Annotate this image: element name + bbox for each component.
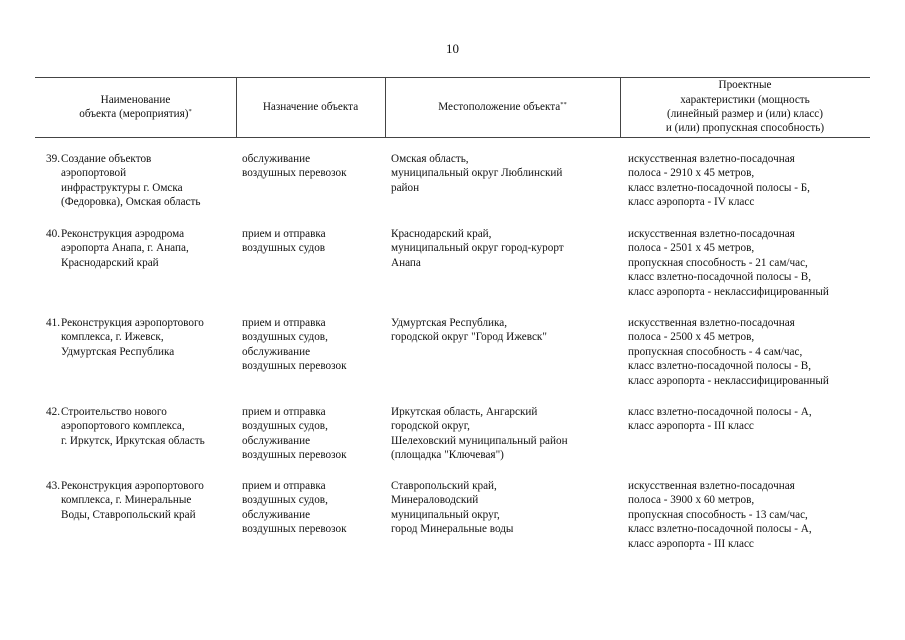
row-number: 41. bbox=[46, 317, 60, 329]
object-location: Краснодарский край, муниципальный округ город-курорт Анапа bbox=[391, 228, 564, 269]
header-location: Местоположение объекта** bbox=[438, 100, 567, 113]
row-number: 42. bbox=[46, 406, 60, 418]
header-name: Наименование объекта (мероприятия)* bbox=[79, 93, 192, 120]
page-number: 10 bbox=[446, 41, 459, 56]
object-name: Реконструкция аэродрома аэропорта Анапа, г. Анапа, Краснодарский край bbox=[61, 228, 189, 269]
row-number: 40. bbox=[46, 228, 60, 240]
object-name: Реконструкция аэропортового комплекса, г. Ижевск, Удмуртская Республика bbox=[61, 317, 204, 358]
object-location: Удмуртская Республика, городской округ "Город Ижевск" bbox=[391, 317, 547, 344]
header-purpose: Назначение объекта bbox=[262, 100, 359, 113]
object-purpose: обслуживание воздушных перевозок bbox=[242, 153, 347, 180]
object-purpose: прием и отправка воздушных судов bbox=[242, 228, 326, 255]
footnote-mark: * bbox=[188, 108, 192, 115]
object-purpose: прием и отправка воздушных судов, обслуживание воздушных перевозок bbox=[242, 480, 347, 536]
object-name: Строительство нового аэропортового комплекса, г. Иркутск, Иркутская область bbox=[61, 406, 205, 447]
object-location: Ставропольский край, Минераловодский муниципальный округ, город Минеральные воды bbox=[391, 480, 514, 536]
object-purpose: прием и отправка воздушных судов, обслуживание воздушных перевозок bbox=[242, 406, 347, 462]
row-number: 43. bbox=[46, 480, 60, 492]
object-specs: класс взлетно-посадочной полосы - А, класс аэропорта - III класс bbox=[628, 406, 812, 433]
object-name: Реконструкция аэропортового комплекса, г. Минеральные Воды, Ставропольский край bbox=[61, 480, 204, 521]
object-location: Иркутская область, Ангарский городской округ, Шелеховский муниципальный район (площадка "Ключевая") bbox=[391, 406, 568, 462]
object-specs: искусственная взлетно-посадочная полоса - 2501 х 45 метров, пропускная способность - 21 сам/час, класс взлетно-посадочной полосы - В, класс аэропорта - неклассифицированный bbox=[628, 228, 829, 298]
object-name: Создание объектов аэропортовой инфраструктуры г. Омска (Федоровка), Омская область bbox=[61, 153, 201, 209]
object-specs: искусственная взлетно-посадочная полоса - 2910 х 45 метров, класс взлетно-посадочной полосы - Б, класс аэропорта - IV класс bbox=[628, 153, 810, 209]
object-specs: искусственная взлетно-посадочная полоса - 3900 х 60 метров, пропускная способность - 13 сам/час, класс взлетно-посадочной полосы - А, класс аэропорта - III класс bbox=[628, 480, 812, 550]
object-purpose: прием и отправка воздушных судов, обслуживание воздушных перевозок bbox=[242, 317, 347, 373]
row-number: 39. bbox=[46, 153, 60, 165]
header-specs: Проектные характеристики (мощность (линейный размер и (или) класс) и (или) пропускная способность) bbox=[665, 79, 825, 135]
footnote-mark: ** bbox=[560, 100, 567, 108]
object-specs: искусственная взлетно-посадочная полоса - 2500 х 45 метров, пропускная способность - 4 сам/час, класс взлетно-посадочной полосы - В, класс аэропорта - неклассифицированный bbox=[628, 317, 829, 387]
table-header-bottom-rule bbox=[35, 137, 870, 138]
object-location: Омская область, муниципальный округ Люблинский район bbox=[391, 153, 563, 194]
